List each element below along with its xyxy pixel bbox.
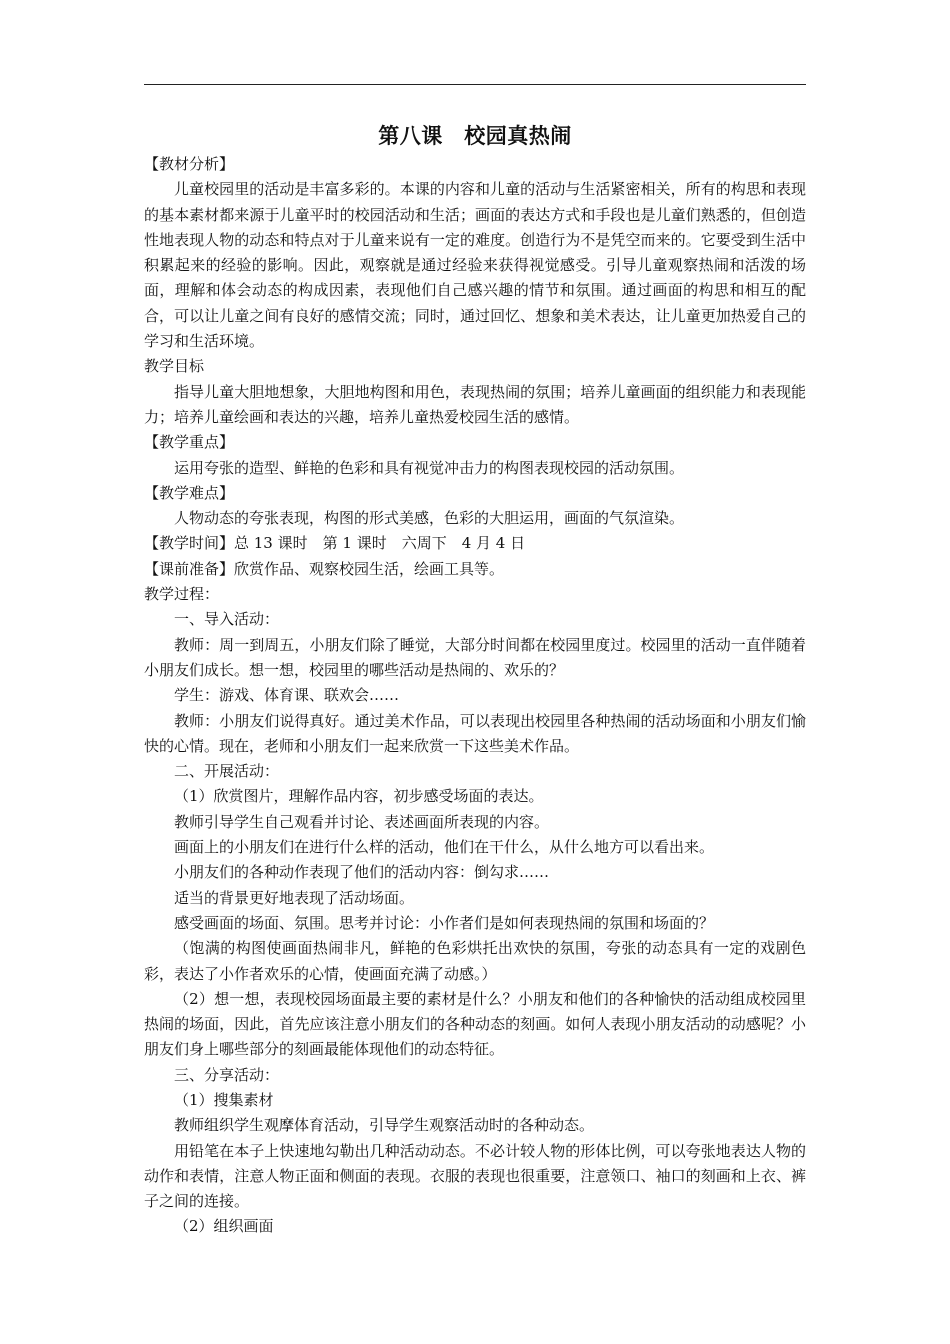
- preparation: 【课前准备】欣赏作品、观察校园生活，绘画工具等。: [144, 559, 505, 578]
- share-step-2: （2）组织画面: [174, 1217, 274, 1236]
- heading-process: 教学过程：: [144, 585, 220, 604]
- step-1-line-e: 感受画面的场面、氛围。思考并讨论：小作者们是如何表现热闹的氛围和场面的？: [174, 913, 715, 932]
- share-line-a: 教师组织学生观摩体育活动，引导学生观察活动时的各种动态。: [174, 1116, 595, 1135]
- step-1-note: （饱满的构图使画面热闹非凡，鲜艳的色彩烘托出欢快的氛围，夸张的动态具有一定的戏剧色彩，表达了小作者欢乐的心情，使画面充满了动感。）: [144, 939, 806, 983]
- step-1-line-d: 适当的背景更好地表现了活动场面。: [174, 888, 415, 907]
- paragraph-goals: 指导儿童大胆地想象，大胆地构图和用色，表现热闹的氛围；培养儿童画面的组织能力和表现能力；培养儿童绘画和表达的兴趣，培养儿童热爱校园生活的感情。: [144, 382, 806, 426]
- step-1-line-b: 画面上的小朋友们在进行什么样的活动，他们在干什么，从什么地方可以看出来。: [174, 838, 715, 857]
- share-step-1: （1）搜集素材: [174, 1090, 274, 1109]
- heading-key-points: 【教学重点】: [144, 433, 235, 452]
- section-activity: 二、开展活动：: [174, 762, 280, 781]
- step-1-line-a: 教师引导学生自己观看并讨论、表述画面所表现的内容。: [174, 812, 550, 831]
- section-intro: 一、导入活动：: [174, 610, 280, 629]
- paragraph-key-points: 运用夸张的造型、鲜艳的色彩和具有视觉冲击力的构图表现校园的活动氛围。: [174, 458, 685, 477]
- share-line-b: 用铅笔在本子上快速地勾勒出几种活动动态。不必计较人物的形体比例，可以夸张地表达人物的动作和表情，注意人物正面和侧面的表现。衣服的表现也很重要，注意领口、袖口的刻画和上衣、裤子之间的连接。: [144, 1141, 806, 1211]
- heading-difficulties: 【教学难点】: [144, 483, 235, 502]
- paragraph-analysis: 儿童校园里的活动是丰富多彩的。本课的内容和儿童的活动与生活紧密相关，所有的构思和表现的基本素材都来源于儿童平时的校园活动和生活；画面的表达方式和手段也是儿童们熟悉的，但创造性地表现人物的动态和特点对于儿童来说有一定的难度。创造行为不是凭空而来的。它要受到生活中积累起来的经验的影响。因此，观察就是通过经验来获得视觉感受。引导儿童观察热闹和活泼的场面，理解和体会动态的构成因素，表现他们自己感兴趣的情节和氛围。通过画面的构思和相互的配合，可以让儿童之间有良好的感情交流；同时，通过回忆、想象和美术表达，让儿童更加热爱自己的学习和生活环境。: [144, 180, 806, 351]
- teacher-line-1: 教师：周一到周五，小朋友们除了睡觉，大部分时间都在校园里度过。校园里的活动一直伴随着小朋友们成长。想一想，校园里的哪些活动是热闹的、欢乐的？: [144, 635, 806, 679]
- lesson-title: 第八课 校园真热闹: [378, 123, 572, 148]
- heading-teaching-goals: 教学目标: [144, 357, 205, 376]
- step-1: （1）欣赏图片，理解作品内容，初步感受场面的表达。: [174, 787, 544, 806]
- section-share: 三、分享活动：: [174, 1065, 280, 1084]
- student-line: 学生：游戏、体育课、联欢会……: [174, 686, 400, 705]
- heading-textbook-analysis: 【教材分析】: [144, 155, 235, 173]
- teacher-line-2: 教师：小朋友们说得真好。通过美术作品，可以表现出校园里各种热闹的活动场面和小朋友们愉快的心情。现在，老师和小朋友们一起来欣赏一下这些美术作品。: [144, 711, 806, 755]
- paragraph-difficulties: 人物动态的夸张表现，构图的形式美感，色彩的大胆运用，画面的气氛渲染。: [174, 509, 685, 528]
- teaching-time: 【教学时间】总 13 课时 第 1 课时 六周下 4 月 4 日: [144, 534, 526, 553]
- step-1-line-c: 小朋友们的各种动作表现了他们的活动内容：倒勾求……: [174, 863, 550, 882]
- header-rule: [144, 84, 806, 85]
- document-page: [144, 120, 806, 1240]
- step-2: （2）想一想，表现校园场面最主要的素材是什么？小朋友和他们的各种愉快的活动组成校园里热闹的场面，因此，首先应该注意小朋友们的各种动态的刻画。如何人表现小朋友活动的动感呢？小朋友们身上哪些部分的刻画最能体现他们的动态特征。: [144, 989, 806, 1059]
